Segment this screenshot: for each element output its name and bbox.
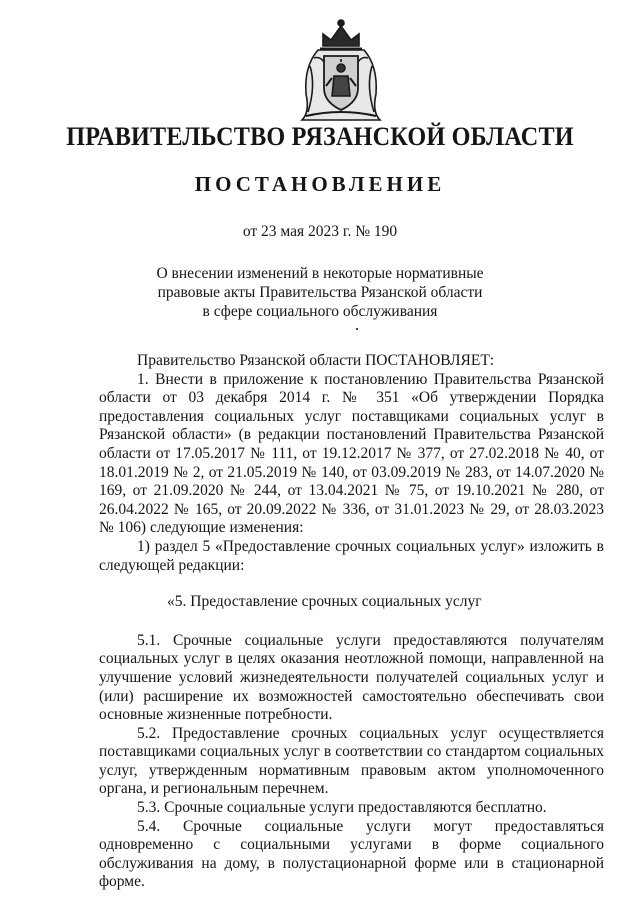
paragraph-5-2: 5.2. Предоставление срочных социальных услуг осуществляется поставщиками социальных услуг в соответствии со стандартом социальных услуг, утвержденным нормативным правовым актом уполномоченного органа, и региональным перечнем. xyxy=(99,724,604,798)
document-subject xyxy=(0,264,640,321)
paragraph-5-3: 5.3. Срочные социальные услуги предоставляются бесплатно. xyxy=(137,799,547,817)
subject-line: в сфере социального обслуживания xyxy=(202,303,438,320)
subject-line: правовые акты Правительства Рязанской области xyxy=(157,284,483,301)
paragraph-5-4: 5.4. Срочные социальные услуги могут предоставляться одновременно с социальными услугами в форме социального обслуживания на дому, в полустационарной форме или в стационарной форме. xyxy=(99,817,604,891)
subitem-1: 1) раздел 5 «Предоставление срочных социальных услуг» изложить в следующей редакции: xyxy=(99,537,604,574)
paragraph-5-1: 5.1. Срочные социальные услуги предоставляются получателям социальных услуг в целях оказания неотложной помощи, направленной на улучшение условий жизнедеятельности получателей социальных услуг и (или) расширение их возможностей самостоятельно обеспечивать свои основные жизненные потребности. xyxy=(99,631,604,724)
stray-mark xyxy=(356,328,358,330)
section-title: «5. Предоставление срочных социальных услуг xyxy=(167,593,482,611)
preamble: Правительство Рязанской области ПОСТАНОВЛЯЕТ: xyxy=(137,352,495,369)
document-type: ПОСТАНОВЛЕНИЕ xyxy=(194,172,446,196)
government-title: ПРАВИТЕЛЬСТВО РЯЗАНСКОЙ ОБЛАСТИ xyxy=(66,122,574,151)
subject-line: О внесении изменений в некоторые нормативные xyxy=(156,265,484,282)
item-1: 1. Внести в приложение к постановлению Правительства Рязанской области от 03 декабря 2014 г. № 351 «Об утверждении Порядка предоставления социальных услуг поставщиками социальных услуг в Рязанской области» (в редакции постановлений Правительства Рязанской области от 17.05.2017 № 111, от 19.12.2017 № 377, от 27.02.2018 № 40, от 18.01.2019 № 2, от 21.05.2019 № 140, от 03.09.2019 № 283, от 14.07.2020 № 169, от 21.09.2020 № 244, от 13.04.2021 № 75, от 19.10.2021 № 280, от 26.04.2022 № 165, от 20.09.2022 № 336, от 31.01.2023 № 29, от 28.03.2023 № 106) следующие изменения: xyxy=(99,370,604,537)
document-body xyxy=(99,352,604,892)
document-date-number: от 23 мая 2023 г. № 190 xyxy=(242,223,398,240)
ryazan-coat-of-arms-icon xyxy=(296,16,386,124)
